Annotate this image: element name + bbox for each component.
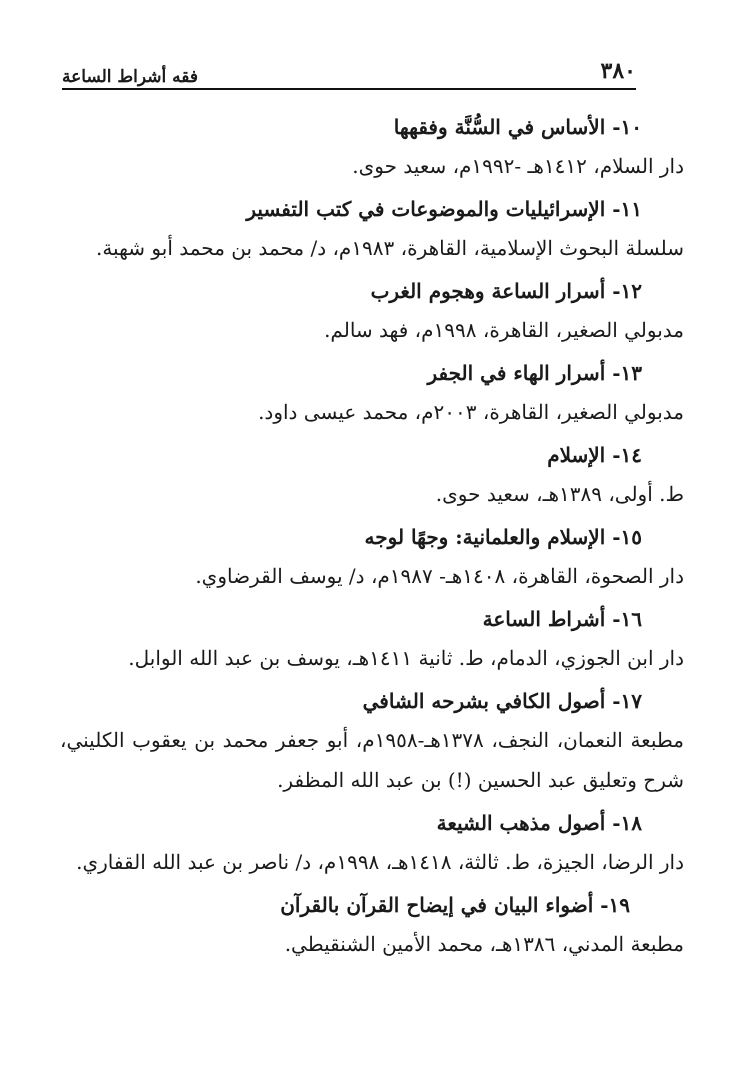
entry-publication-info: مدبولي الصغير، القاهرة، ٢٠٠٣م، محمد عيسى داود.: [258, 400, 684, 424]
bibliography-entry: [60, 882, 684, 964]
entry-publication-info: مطبعة النعمان، النجف، ١٣٧٨هـ-١٩٥٨م، أبو جعفر محمد بن يعقوب الكليني، شرح وتعليق عبد الحسين (!) بن عبد الله المظفر.: [60, 728, 684, 792]
header-rule: [62, 88, 636, 90]
bibliography-entry: [60, 596, 684, 678]
bibliography-entry: [60, 432, 684, 514]
bibliography-entry: [60, 678, 684, 800]
entry-publication-info: مطبعة المدني، ١٣٨٦هـ، محمد الأمين الشنقيطي.: [284, 932, 684, 956]
entry-title: ١٣- أسرار الهاء في الجفر: [427, 361, 642, 385]
entry-title: ١٦- أشراط الساعة: [482, 607, 642, 631]
bibliography-entry: [60, 268, 684, 350]
page-number: ٣٨٠: [600, 58, 636, 84]
bibliography-entry: [60, 800, 684, 882]
entry-publication-info: ط. أولى، ١٣٨٩هـ، سعيد حوى.: [435, 482, 684, 506]
bibliography-entry: [60, 104, 684, 186]
entry-title: ١٧- أصول الكافي بشرحه الشافي: [362, 689, 642, 713]
entry-publication-info: دار السلام، ١٤١٢هـ -١٩٩٢م، سعيد حوى.: [352, 154, 684, 178]
entry-title: ١٥- الإسلام والعلمانية: وجهًا لوجه: [364, 525, 642, 549]
bibliography-entry: [60, 514, 684, 596]
entry-publication-info: دار الصحوة، القاهرة، ١٤٠٨هـ- ١٩٨٧م، د/ يوسف القرضاوي.: [195, 564, 684, 588]
page-header: [62, 58, 636, 92]
entry-publication-info: سلسلة البحوث الإسلامية، القاهرة، ١٩٨٣م، د/ محمد بن محمد أبو شهبة.: [95, 236, 684, 260]
entry-title: ١٩- أضواء البيان في إيضاح القرآن بالقرآن: [280, 893, 630, 917]
entry-publication-info: دار الرضا، الجيزة، ط. ثالثة، ١٤١٨هـ، ١٩٩٨م، د/ ناصر بن عبد الله القفاري.: [76, 850, 684, 874]
running-title: فقه أشراط الساعة: [62, 67, 198, 87]
entry-title: ١٠- الأساس في السُّنَّة وفقهها: [393, 115, 642, 139]
entry-publication-info: دار ابن الجوزي، الدمام، ط. ثانية ١٤١١هـ، يوسف بن عبد الله الوابل.: [128, 646, 684, 670]
entry-title: ١١- الإسرائيليات والموضوعات في كتب التفسير: [246, 197, 642, 221]
bibliography-entry: [60, 350, 684, 432]
entry-publication-info: مدبولي الصغير، القاهرة، ١٩٩٨م، فهد سالم.: [324, 318, 684, 342]
bibliography-list: [60, 104, 684, 964]
entry-title: ١٨- أصول مذهب الشيعة: [436, 811, 642, 835]
entry-title: ١٢- أسرار الساعة وهجوم الغرب: [370, 279, 642, 303]
bibliography-entry: [60, 186, 684, 268]
entry-title: ١٤- الإسلام: [547, 443, 642, 467]
